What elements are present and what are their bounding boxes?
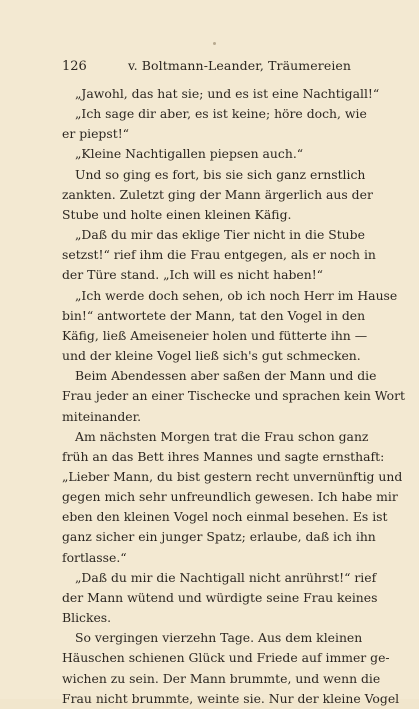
text-line: „Daß du mir die Nachtigall nicht anrührst!“ rief	[75, 569, 377, 585]
text-line: Frau nicht brummte, weinte sie. Nur der kleine Vogel	[62, 690, 400, 706]
text-line: der Mann wütend und würdigte seine Frau keines	[62, 589, 378, 605]
running-head: v. Boltmann-Leander, Träumereien	[127, 58, 352, 73]
text-line: miteinander.	[62, 408, 142, 424]
text-line: „Ich werde doch sehen, ob ich noch Herr im Hause	[75, 287, 398, 303]
text-line: „Jawohl, das hat sie; und es ist eine Nachtigall!“	[75, 86, 380, 101]
paragraph	[62, 366, 406, 426]
text-line: wichen zu sein. Der Mann brummte, und wenn die	[62, 670, 381, 686]
text-line: „Lieber Mann, du bist gestern recht unvernünftig und	[62, 468, 403, 484]
page-speck	[213, 42, 216, 45]
text-line: eben den kleinen Vogel noch einmal besehen. Es ist	[62, 509, 388, 525]
text-line: er piepst!“	[62, 126, 130, 142]
text-line: Blickes.	[62, 610, 112, 626]
page-body	[62, 84, 406, 709]
text-line: ganz sicher ein junger Spatz; erlaube, daß ich ihn	[62, 529, 376, 545]
text-line: Beim Abendessen aber saßen der Mann und die	[75, 368, 377, 384]
text-line: früh an das Bett ihres Mannes und sagte ernsthaft:	[62, 448, 385, 464]
text-line: Käfig, ließ Ameiseneier holen und fütterte ihn —	[62, 327, 368, 343]
text-line: setzst!“ rief ihm die Frau entgegen, als er noch in	[62, 247, 376, 263]
paragraph	[62, 427, 403, 568]
page-number: 126	[62, 59, 87, 74]
text-line: Am nächsten Morgen trat die Frau schon ganz	[75, 428, 369, 444]
page-header	[62, 58, 361, 80]
text-line: zankten. Zuletzt ging der Mann ärgerlich aus der	[62, 186, 373, 202]
paragraph	[62, 568, 378, 628]
paragraph	[62, 144, 361, 164]
paragraph	[62, 286, 398, 367]
text-line: Häuschen schienen Glück und Friede auf immer ge-	[62, 650, 390, 666]
text-line: bin!“ antwortete der Mann, tat den Vogel in den	[62, 307, 366, 323]
paragraph	[62, 84, 380, 104]
text-line: der Türe stand. „Ich will es nicht haben!“	[62, 267, 324, 283]
text-line: „Daß du mir das eklige Tier nicht in die Stube	[75, 227, 365, 243]
text-line: und der kleine Vogel ließ sich's gut schmecken.	[62, 348, 361, 364]
text-line: „Kleine Nachtigallen piepsen auch.“	[75, 146, 304, 162]
text-line: Und so ging es fort, bis sie sich ganz ernstlich	[75, 166, 366, 182]
text-line: „Ich sage dir aber, es ist keine; höre doch, wie	[75, 106, 367, 122]
paragraph	[62, 165, 373, 225]
paragraph	[62, 225, 376, 285]
text-line: So vergingen vierzehn Tage. Aus dem kleinen	[75, 630, 363, 646]
text-line: gegen mich sehr unfreundlich gewesen. Ich habe mir	[62, 489, 398, 505]
paragraph	[62, 628, 400, 709]
text-line: fortlasse.“	[62, 549, 127, 565]
paragraph	[62, 104, 367, 144]
text-line: Frau jeder an einer Tischecke und sprachen kein Wort	[62, 388, 406, 404]
text-line: Stube und holte einen kleinen Käfig.	[62, 206, 292, 222]
